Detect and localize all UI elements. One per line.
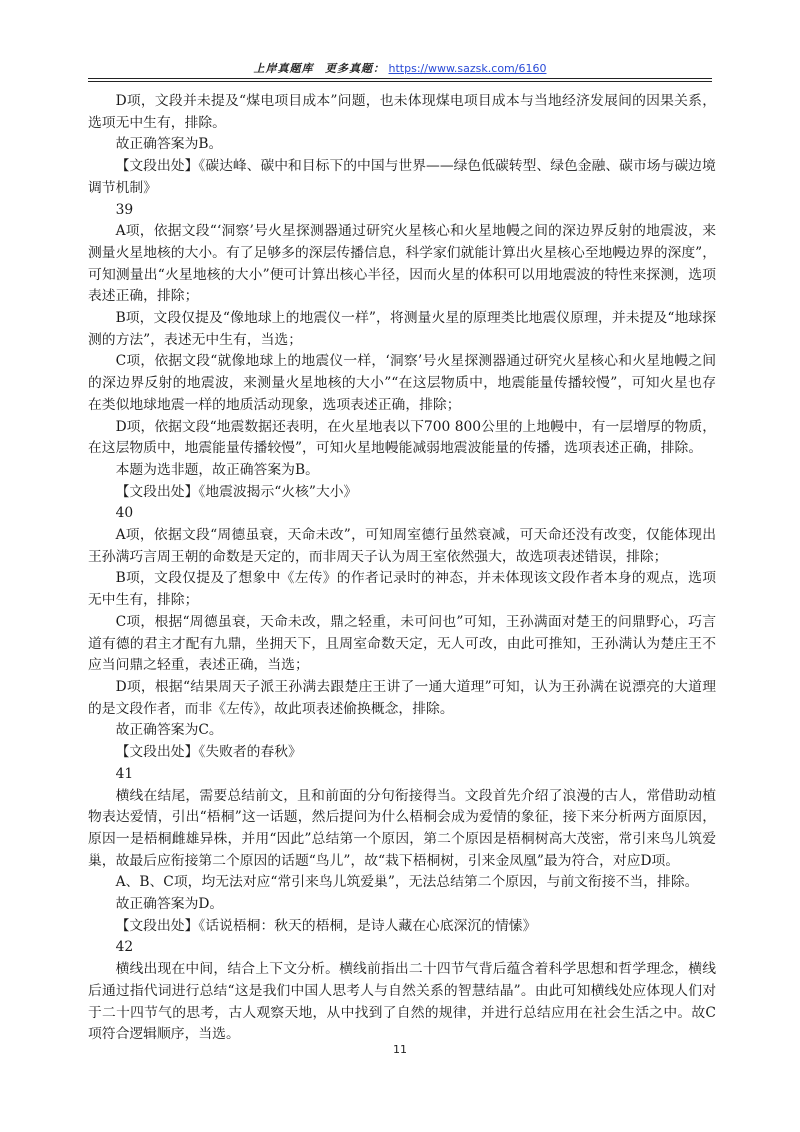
q38-source: 【文段出处】《碳达峰、碳中和目标下的中国与世界——绿色低碳转型、绿色金融、碳市场与碳边境调节机制》: [88, 158, 716, 196]
q39-option-c: C项，依据文段“就像地球上的地震仪一样，‘洞察’号火星探测器通过研究火星核心和火星地幔之间的深边界反射的地震波，来测量火星地核的大小”“在这层物质中，地震能量传播较慢”，可知火星也存在类似地球地震一样的地质活动现象，选项表述正确，排除；: [88, 353, 716, 413]
q39-answer: 本题为选非题，故正确答案为B。: [115, 461, 319, 478]
q39-option-d: D项，依据文段“地震数据还表明，在火星地表以下700 800公里的上地幔中，有一层增厚的物质，在这层物质中，地震能量传播较慢”，可知火星地幔能减弱地震波能量的传播，选项表述正确，排除。: [88, 418, 716, 457]
q42-number: 42: [115, 939, 134, 956]
header-slogan: 更多真题：: [325, 62, 386, 75]
q40-option-d: D项，根据“结果周天子派王孙满去跟楚庄王讲了一通大道理”可知，认为王孙满在说漂亮的大道理的是文段作者，而非《左传》，故此项表述偷换概念，排除。: [88, 678, 716, 717]
q40-answer: 故正确答案为C。: [115, 722, 223, 739]
q39-source: 【文段出处】《地震波揭示“火核”大小》: [115, 483, 358, 500]
q41-options-abc: A、B、C项，均无法对应“常引来鸟儿筑爱巢”，无法总结第二个原因，与前文衔接不当，排除。: [115, 874, 699, 891]
q40-option-a: A项，依据文段“周德虽衰，天命未改”，可知周室德行虽然衰减，可天命还没有改变，仅能体现出王孙满巧言周王朝的命数是天定的，而非周天子认为周王室依然强大，故选项表述错误，排除；: [88, 527, 716, 565]
q39-option-a: A项，依据文段“‘洞察’号火星探测器通过研究火星核心和火星地幔之间的深边界反射的地震波，来测量火星地核的大小。有了足够多的深层传播信息，科学家们就能计算出火星核心至地幔边界的深度”，可知测量出“火星地核的大小”便可计算出核心半径，因而火星的体积可以用地震波的特性来探测，选项表述正确，排除；: [88, 223, 716, 305]
header-rule-thick: [88, 78, 712, 79]
q42-body: 横线出现在中间，结合上下文分析。横线前指出二十四节气背后蕴含着科学思想和哲学理念，横线后通过指代词进行总结“这是我们中国人思考人与自然关系的智慧结晶”。由此可知横线处应体现人们对于二十四节气的思考，古人观察天地，从中找到了自然的规律，并进行总结应用在社会生活之中。故C项符合逻辑顺序，当选。: [88, 961, 716, 1043]
q38-option-d: D项，文段并未提及“煤电项目成本”问题，也未体现煤电项目成本与当地经济发展间的因果关系，选项无中生有，排除。: [88, 93, 716, 131]
q41-answer: 故正确答案为D。: [115, 896, 224, 913]
q40-number: 40: [115, 505, 134, 522]
q40-source: 【文段出处】《失败者的春秋》: [115, 744, 302, 761]
header-url-link[interactable]: https://www.sazsk.com/6160: [388, 62, 547, 75]
q41-number: 41: [115, 765, 134, 782]
header-brand: 上岸真题库: [253, 62, 314, 75]
q38-answer: 故正确答案为B。: [115, 136, 223, 153]
q41-source: 【文段出处】《话说梧桐：秋天的梧桐，是诗人藏在心底深沉的情愫》: [115, 917, 537, 934]
document-body: [88, 91, 716, 1046]
page-number: 11: [393, 1043, 407, 1056]
q39-option-b: B项，文段仅提及“像地球上的地震仪一样”，将测量火星的原理类比地震仪原理，并未提及“地球探测的方法”，表述无中生有，当选；: [88, 310, 716, 348]
header-rule-thin: [88, 81, 712, 82]
page-header: [88, 60, 712, 76]
q40-option-c: C项，根据“周德虽衰，天命未改，鼎之轻重，未可问也”可知，王孙满面对楚王的问鼎野心，巧言道有德的君主才配有九鼎，坐拥天下，且周室命数天定，无人可改，由此可推知，王孙满认为楚庄王不应当问鼎之轻重，表述正确，当选；: [88, 613, 716, 674]
q39-number: 39: [115, 201, 134, 218]
q40-option-b: B项，文段仅提及了想象中《左传》的作者记录时的神态，并未体现该文段作者本身的观点，选项无中生有，排除；: [88, 570, 716, 609]
q41-body: 横线在结尾，需要总结前文，且和前面的分句衔接得当。文段首先介绍了浪漫的古人，常借助动植物表达爱情，引出“梧桐”这一话题，然后提问为什么梧桐会成为爱情的象征，接下来分析两方面原因，原因一是梧桐雌雄异株，并用“因此”总结第一个原因，第二个原因是梧桐树高大茂密，常引来鸟儿筑爱巢，故最后应衔接第二个原因的话题“鸟儿”，故“栽下梧桐树，引来金凤凰”最为符合，对应D项。: [88, 787, 716, 869]
